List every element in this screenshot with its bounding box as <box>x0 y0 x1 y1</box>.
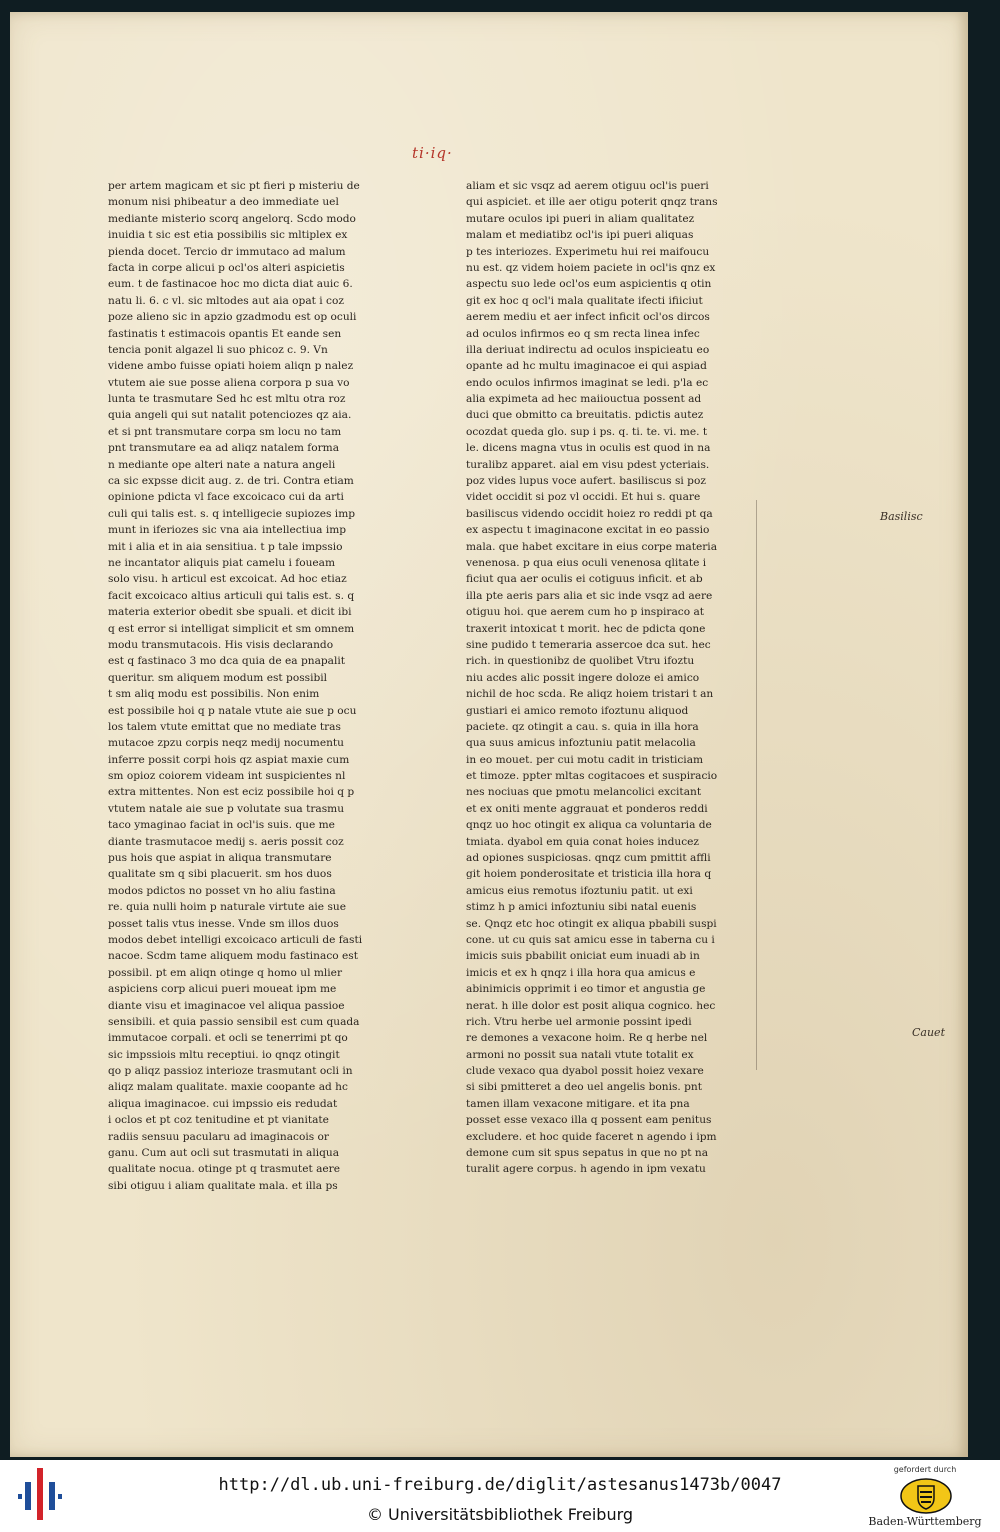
right-column-line: otiguu hoi. que aerem cum ho p inspiraco at <box>466 606 705 619</box>
right-column-line: abinimicis opprimit i eo timor et angustia ge <box>466 983 706 996</box>
right-column-line: ocozdat queda glo. sup i ps. q. ti. te. vi. me. t <box>466 425 708 438</box>
right-column-line: git hoiem ponderositate et tristicia illa hora q <box>466 868 712 881</box>
right-column-line: poz vides lupus voce aufert. basiliscus si poz <box>466 475 706 488</box>
left-column-line: poze alieno sic in apzio gzadmodu est op oculi <box>108 311 357 324</box>
left-column-line: pus hois que aspiat in aliqua transmutare <box>108 852 332 865</box>
right-column-line: re demones a vexacone hoim. Re q herbe nel <box>466 1032 708 1045</box>
right-column-line: demone cum sit spus sepatus in que no pt na <box>466 1147 709 1160</box>
right-column-line: gustiari ei amico remoto ifoztunu aliquod <box>466 704 689 717</box>
left-column-line: est possibile hoi q p natale vtute aie sue p ocu <box>108 704 357 717</box>
right-column-line: clude vexaco qua dyabol possit hoiez vexare <box>466 1065 704 1078</box>
margin-note-cauet: Cauet <box>912 1026 945 1039</box>
left-column-line: est q fastinaco 3 mo dca quia de ea pnapalit <box>108 655 346 668</box>
left-column-line: qualitate nocua. otinge pt q trasmutet aere <box>108 1163 341 1176</box>
right-column-line: paciete. qz otingit a cau. s. quia in illa hora <box>466 720 699 733</box>
left-column-line: t sm aliq modu est possibilis. Non enim <box>108 688 320 701</box>
left-column-line: inferre possit corpi hois qz aspiat maxie cum <box>108 753 350 766</box>
left-column-line: mutacoe zpzu corpis neqz medij nocumentu <box>108 737 345 750</box>
left-column-line: solo visu. h articul est excoicat. Ad hoc etiaz <box>108 573 347 586</box>
right-column-line: niu acdes alic possit ingere doloze ei amico <box>466 671 700 684</box>
left-column-line: facta in corpe alicui p ocl'os alteri aspicietis <box>108 261 345 274</box>
left-column-line: inuidia t sic est etia possibilis sic mltiplex ex <box>108 229 348 242</box>
right-column-line: illa pte aeris pars alia et sic inde vsqz ad aere <box>466 589 713 602</box>
right-column-line: nu est. qz videm hoiem paciete in ocl'is qnz ex <box>466 261 716 274</box>
left-column-line: qo p aliqz passioz interioze trasmutant ocli in <box>108 1065 353 1078</box>
left-column-line: facit excoicaco altius articuli qui talis est. s. q <box>108 589 355 602</box>
right-column-line: rich. in questionibz de quolibet Vtru ifoztu <box>466 655 695 668</box>
left-column-line: et si pnt transmutare corpa sm locu no tam <box>108 425 342 438</box>
left-column-line: sic impssiois mltu receptiui. io qnqz otingit <box>108 1048 340 1061</box>
marginal-bracket <box>756 500 763 1070</box>
right-column-line: tmiata. dyabol em quia conat hoies inducez <box>466 835 700 848</box>
signature-mark: ti·iq· <box>412 144 453 162</box>
left-column-line: los talem vtute emittat que no mediate tras <box>108 720 341 733</box>
right-column-line: nerat. h ille dolor est posit aliqua cognico. hec <box>466 999 716 1012</box>
right-column-line: armoni no possit sua natali vtute totalit ex <box>466 1048 694 1061</box>
left-column-line: diante trasmutacoe medij s. aeris possit coz <box>108 835 344 848</box>
left-column-line: aliqua imaginacoe. cui impssio eis redudat <box>108 1097 338 1110</box>
left-column-line: lunta te trasmutare Sed hc est mltu otra roz <box>108 393 346 406</box>
right-column-line: sine pudido t temeraria assercoe dca sut. hec <box>466 638 711 651</box>
left-column-line: modos pdictos no posset vn ho aliu fastina <box>108 884 336 897</box>
left-column-line: ne incantator aliquis piat camelu i foueam <box>108 556 336 569</box>
coat-of-arms-icon <box>900 1478 952 1514</box>
left-column-line: pienda docet. Tercio dr immutaco ad malum <box>108 245 346 258</box>
left-column-line: queritur. sm aliquem modum est possibil <box>108 671 328 684</box>
right-column-line: si sibi pmitteret a deo uel angelis bonis. pnt <box>466 1081 703 1094</box>
left-column-line: q est error si intelligat simplicit et sm omnem <box>108 622 355 635</box>
right-column-line: in eo mouet. per cui motu cadit in tristiciam <box>466 753 704 766</box>
copyright-text: © Universitätsbibliothek Freiburg <box>366 1505 634 1524</box>
left-column-line: per artem magicam et sic pt fieri p misteriu de <box>108 180 360 192</box>
right-column-line: opante ad hc multu imaginacoe ei qui aspiad <box>466 360 707 373</box>
right-column-line: alia expimeta ad hec maiiouctua possent ad <box>466 393 702 406</box>
right-column-line: malam et mediatibz ocl'is ipi pueri aliquas <box>466 229 694 242</box>
left-column-line: mit i alia et in aia sensitiua. t p tale impssio <box>108 540 343 553</box>
right-column-line: git ex hoc q ocl'i mala qualitate ifecti ifiiciut <box>466 294 703 307</box>
right-column-line: duci que obmitto ca breuitatis. pdictis autez <box>466 409 704 422</box>
right-column-line: p tes interiozes. Experimetu hui rei maifoucu <box>466 245 710 258</box>
right-text-column <box>466 178 766 1178</box>
right-column-line: aerem mediu et aer infect inficit ocl'os dircos <box>466 311 710 324</box>
left-column-line: aspiciens corp alicui pueri moueat ipm me <box>108 983 337 996</box>
margin-note-basilisc: Basilisc <box>880 510 923 523</box>
left-column-line: quia angeli qui sut natalit potenciozes qz aia. <box>108 409 352 422</box>
right-column-line: ex aspectu t imaginacone excitat in eo passio <box>466 524 710 537</box>
left-column-line: nacoe. Scdm tame aliquem modu fastinaco est <box>108 950 358 963</box>
left-column-line: ganu. Cum aut ocli sut trasmutati in aliqua <box>108 1147 340 1160</box>
right-column-line: traxerit intoxicat t morit. hec de pdicta qone <box>466 622 706 635</box>
right-column-line: mala. que habet excitare in eius corpe materia <box>466 540 718 553</box>
left-column-line: monum nisi phibeatur a deo immediate uel <box>108 196 339 209</box>
right-column-line: turalit agere corpus. h agendo in ipm vexatu <box>466 1163 706 1176</box>
left-text-column <box>108 178 406 1194</box>
right-column-line: tamen illam vexacone mitigare. et ita pna <box>466 1097 690 1110</box>
right-column-line: venenosa. p qua eius oculi venenosa qlitate i <box>466 556 707 569</box>
right-column-line: se. Qnqz etc hoc otingit ex aliqua pbabili suspi <box>466 917 717 930</box>
left-column-line: mediante misterio scorq angelorq. Scdo modo <box>108 212 356 225</box>
right-column-line: qnqz uo hoc otingit ex aliqua ca voluntaria de <box>466 819 712 832</box>
left-column-line: sensibili. et quia passio sensibil est cum quada <box>108 1015 360 1028</box>
left-column-line: natu li. 6. c vl. sic mltodes aut aia opat i coz <box>108 294 344 307</box>
left-column-line: extra mittentes. Non est eciz possibile hoi q p <box>108 786 355 799</box>
left-column-line: modu transmutacois. His visis declarando <box>108 638 334 651</box>
right-column-line: cone. ut cu quis sat amicu esse in taberna cu i <box>466 933 715 946</box>
left-column-line: videne ambo fuisse opiati hoiem aliqn p nalez <box>108 360 354 373</box>
right-column-line: imicis suis pbabilit oniciat eum inuadi ab in <box>466 950 700 963</box>
left-column-line: vtutem aie sue posse aliena corpora p sua vo <box>108 376 350 389</box>
left-column-line: aliqz malam qualitate. maxie coopante ad hc <box>108 1081 348 1094</box>
left-column-line: pnt transmutare ea ad aliqz natalem forma <box>108 442 340 455</box>
right-column-line: ad opiones suspiciosas. qnqz cum pmittit affli <box>466 852 711 865</box>
left-column-line: modos debet intelligi excoicaco articuli de fasti <box>108 933 363 946</box>
funder-name: Baden-Württemberg <box>868 1515 982 1528</box>
left-column-line: munt in iferiozes sic vna aia intellectiua imp <box>108 524 347 537</box>
left-column-line: sm opioz coiorem videam int suspicientes nl <box>108 770 346 783</box>
left-column-line: possibil. pt em aliqn otinge q homo ul mlier <box>108 966 343 979</box>
left-column-line: radiis sensuu pacularu ad imaginacois or <box>108 1130 329 1143</box>
right-column-line: et timoze. ppter mltas cogitacoes et suspiracio <box>466 770 718 783</box>
right-column-line: qua suus amicus infoztuniu patit melacolia <box>466 737 696 750</box>
left-column-line: materia exterior obedit sbe spuali. et dicit ibi <box>108 606 352 619</box>
right-column-line: rich. Vtru herbe uel armonie possint ipedi <box>466 1015 692 1028</box>
left-column-line: ca sic expsse dicit aug. z. de tri. Contra etiam <box>108 475 354 488</box>
permalink-url[interactable]: http://dl.ub.uni-freiburg.de/diglit/astesanus1473b/0047 <box>218 1475 782 1495</box>
left-column-line: posset talis vtus inesse. Vnde sm illos duos <box>108 917 339 930</box>
right-column-line: posset esse vexaco illa q possent eam penitus <box>466 1114 712 1127</box>
right-column-line: excludere. et hoc quide faceret n agendo i ipm <box>466 1130 717 1143</box>
right-column-line: nichil de hoc scda. Re aliqz hoiem tristari t an <box>466 688 714 701</box>
right-column-line: aspectu suo lede ocl'os eum aspicientis q otin <box>466 278 712 291</box>
left-column-line: opinione pdicta vl face excoicaco cui da arti <box>108 491 344 504</box>
right-column-line: stimz h p amici infoztuniu sibi natal euenis <box>466 901 697 914</box>
left-column-line: fastinatis t estimacois opantis Et eande sen <box>108 327 342 340</box>
left-column-line: n mediante ope alteri nate a natura angeli <box>108 458 336 471</box>
right-column-line: basiliscus videndo occidit hoiez ro reddi pt qa <box>466 507 713 520</box>
left-column-line: taco ymaginao faciat in ocl'is suis. que me <box>108 819 335 832</box>
right-column-line: le. dicens magna vtus in oculis est quod in na <box>466 442 711 455</box>
right-column-line: aliam et sic vsqz ad aerem otiguu ocl'is pueri <box>466 180 709 192</box>
right-column-line: qui aspiciet. et ille aer otigu poterit qnqz trans <box>466 196 718 209</box>
left-column-line: eum. t de fastinacoe hoc mo dicta diat auic 6. <box>108 278 353 291</box>
right-column-line: imicis et ex h qnqz i illa hora qua amicus e <box>466 966 696 979</box>
right-column-line: turalibz apparet. aial em visu pdest ycteriais. <box>466 458 710 471</box>
right-column-line: videt occidit si poz vl occidi. Et hui s. quare <box>466 491 701 504</box>
right-column-line: illa deriuat indirectu ad oculos inspicieatu eo <box>466 343 710 356</box>
right-column-line: amicus eius remotus ifoztuniu patit. ut exi <box>466 884 693 897</box>
funder-label: gefordert durch <box>893 1465 957 1474</box>
left-column-line: qualitate sm q sibi placuerit. sm hos duos <box>108 868 332 881</box>
left-column-line: re. quia nulli hoim p naturale virtute aie sue <box>108 901 346 914</box>
left-column-line: i oclos et pt coz tenitudine et pt vianitate <box>108 1114 329 1127</box>
right-column-line: mutare oculos ipi pueri in aliam qualitatez <box>466 212 695 225</box>
left-column-line: tencia ponit algazel li suo phicoz c. 9. Vn <box>108 343 328 356</box>
right-column-line: endo oculos infirmos imaginat se ledi. p'la ec <box>466 376 709 389</box>
right-column-line: ad oculos infirmos eo q sm recta linea infec <box>466 327 700 340</box>
left-column-line: diante visu et imaginacoe vel aliqua passioe <box>108 999 345 1012</box>
left-column-line: culi qui talis est. s. q intelligecie supiozes imp <box>108 507 356 520</box>
left-column-line: immutacoe corpali. et ocli se tenerrimi pt qo <box>108 1032 348 1045</box>
left-column-line: sibi otiguu i aliam qualitate mala. et illa ps <box>108 1179 338 1192</box>
right-column-line: et ex oniti mente aggrauat et ponderos reddi <box>466 802 708 815</box>
left-column-line: vtutem natale aie sue p volutate sua trasmu <box>108 802 345 815</box>
right-column-line: ficiut qua aer oculis ei cotiguus inficit. et ab <box>466 573 703 586</box>
right-column-line: nes nociuas que pmotu melancolici excitant <box>466 786 702 799</box>
